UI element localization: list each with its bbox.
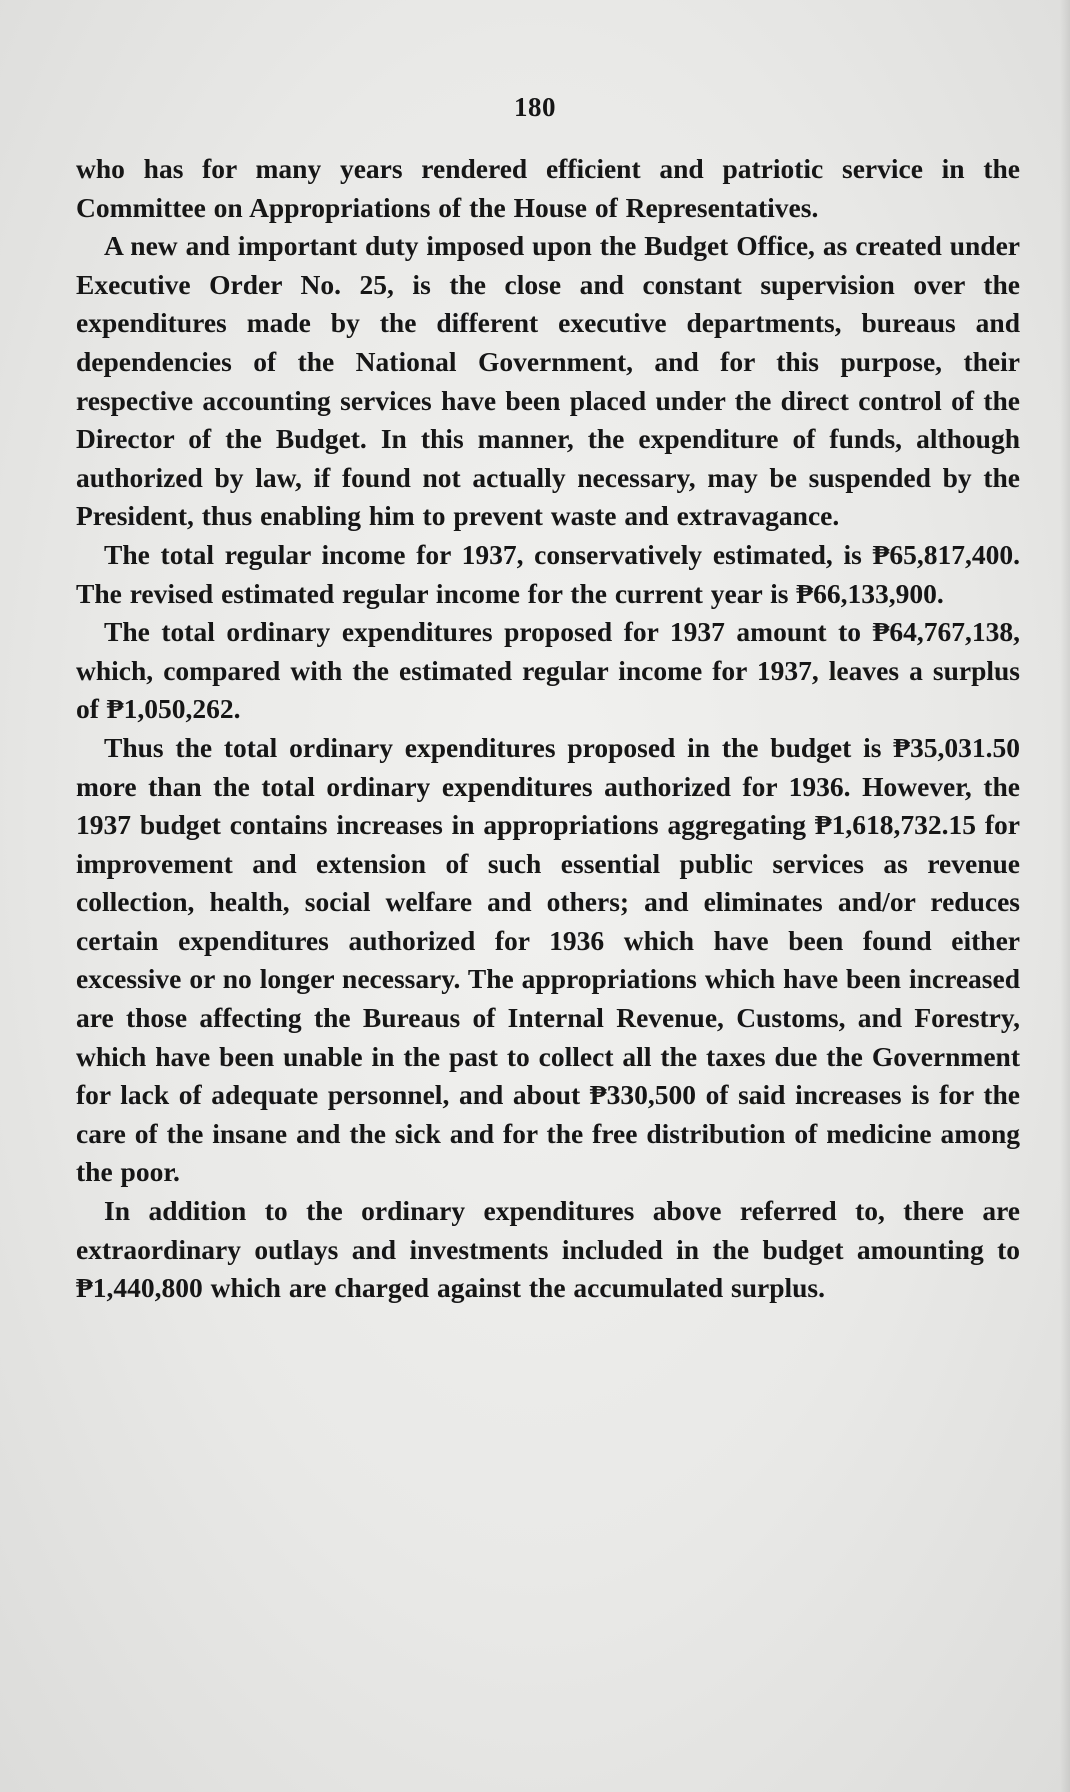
paragraph-budget-comparison: Thus the total ordinary expenditures proposed in the budget is ₱35,031.50 more than the total ordinary expenditures authorized for 1936. However, the 1937 budget contains increases in appropriations aggregating ₱1,618,732.15 for improvement and extension of such essential public services as revenue collection, health, social welfare and others; and eliminates and/or reduces certain expenditures authorized for 1936 which have been found either excessive or no longer necessary. The appropriations which have been increased are those affecting the Bureaus of Internal Revenue, Customs, and Forestry, which have been unable in the past to collect all the taxes due the Government for lack of adequate personnel, and about ₱330,500 of said increases is for the care of the insane and the sick and for the free distribution of medicine among the poor. (76, 731, 1020, 1188)
page-edge-shadow (1060, 0, 1070, 1792)
paragraph-continuation: who has for many years rendered efficient and patriotic service in the Committee on Appropriations of the House of Representatives. (76, 153, 1020, 223)
paragraph-extraordinary-outlays: In addition to the ordinary expenditures above referred to, there are extraordinary outlays and investments included in the budget amounting to ₱1,440,800 which are charged against the accumulated surplus. (76, 1195, 1020, 1304)
paragraph-budget-office-duty: A new and important duty imposed upon the Budget Office, as created under Executive Order No. 25, is the close and constant supervision over the expenditures made by the different executive departments, bureaus and dependencies of the National Government, and for this purpose, their respective accounting services have been placed under the direct control of the Director of the Budget. In this manner, the expenditure of funds, although authorized by law, if found not actually necessary, may be suspended by the President, thus enabling him to prevent waste and extravagance. (76, 230, 1020, 532)
body-text (76, 150, 1020, 1308)
paragraph-regular-income: The total regular income for 1937, conservatively estimated, is ₱65,817,400. The revised estimated regular income for the current year is ₱66,133,900. (76, 538, 1020, 609)
paragraph-ordinary-expenditures: The total ordinary expenditures proposed for 1937 amount to ₱64,767,138, which, compared with the estimated regular income for 1937, leaves a surplus of ₱1,050,262. (76, 616, 1020, 725)
page-number: 180 (514, 92, 556, 122)
